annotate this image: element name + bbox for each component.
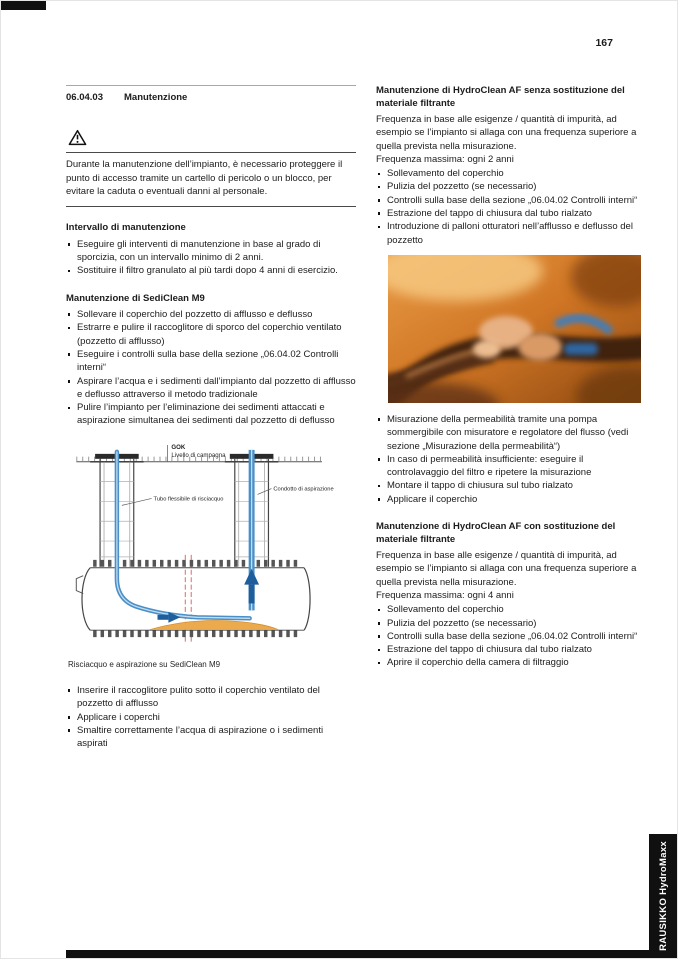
section-header: [66, 85, 356, 104]
diagram-label-ground-level: Livello di campagna: [171, 451, 226, 459]
flow-arrow-up: [244, 569, 259, 604]
heading-hydroclean-con: Manutenzione di HydroClean AF con sostituzione del materiale filtrante: [376, 521, 616, 545]
bullet-list-final: [66, 684, 356, 750]
bullet-item: Montare il tappo di chiusura sul tubo rialzato: [376, 479, 646, 492]
section-code: 06.04.03: [66, 92, 103, 103]
right-column: [376, 85, 646, 751]
left-column: [66, 85, 356, 751]
bullet-item: Controlli sulla base della sezione „06.04.02 Controlli interni“: [376, 630, 646, 643]
bullet-list-hydroclean-senza: [376, 167, 646, 247]
product-brand-label: RAUSIKKO HydroMaxx: [657, 841, 669, 951]
bullet-item: Sostituire il filtro granulato al più tardi dopo 4 anni di esercizio.: [66, 264, 356, 277]
bullet-item: Estrazione del tappo di chiusura dal tubo rialzato: [376, 643, 646, 656]
bullet-item: Inserire il raccoglitore pulito sotto il coperchio ventilato del pozzetto di afflusso: [66, 684, 356, 711]
diagram-label-flushing-hose: Tubo flessibile di risciacquo: [153, 496, 224, 503]
bullet-item: Smaltire correttamente l’acqua di aspirazione o i sedimenti aspirati: [66, 724, 356, 751]
diagram-caption: Risciacquo e aspirazione su SediClean M9: [68, 659, 221, 669]
bullet-item: Eseguire i controlli sulla base della sezione „06.04.02 Controlli interni“: [66, 348, 356, 375]
bullet-item: Controlli sulla base della sezione „06.04.02 Controlli interni“: [376, 194, 646, 207]
bullet-list-after-photo: [376, 413, 646, 506]
page-number: 167: [595, 37, 613, 49]
bullet-list-hydroclean-con: [376, 603, 646, 669]
bullet-item: Pulizia del pozzetto (se necessario): [376, 180, 646, 193]
diagram-label-gok: GOK: [171, 443, 186, 451]
bullet-item: Estrazione del tappo di chiusura dal tubo rialzato: [376, 207, 646, 220]
heading-intervallo: Intervallo di manutenzione: [66, 222, 186, 234]
sediclean-diagram-svg: [68, 440, 356, 650]
print-registration-mark: [1, 1, 46, 10]
maintenance-photo-svg: [388, 255, 641, 403]
bullet-item: Aspirare l’acqua e i sedimenti dall’impianto dal pozzetto di afflusso e deflusso attraverso il metodo tradizionale: [66, 375, 356, 402]
page-content: [66, 85, 646, 751]
heading-hydroclean-senza: Manutenzione di HydroClean AF senza sostituzione del materiale filtrante: [376, 85, 625, 109]
intro-paragraph: Frequenza in base alle esigenze / quantità di impurità, ad esempio se l’impianto si allaga con una frequenza superiore a quella prevista nella misurazione.: [376, 114, 637, 152]
bullet-item: In caso di permeabilità insufficiente: eseguire il controlavaggio del filtro e ripetere la misurazione: [376, 453, 646, 480]
footer-bar: [66, 950, 649, 958]
bullet-item: Introduzione di palloni otturatori nell’afflusso e deflusso del pozzetto: [376, 220, 646, 247]
bullet-item: Sollevamento del coperchio: [376, 603, 646, 616]
warning-block: [66, 129, 356, 207]
bullet-item: Sollevare il coperchio del pozzetto di afflusso e deflusso: [66, 308, 356, 321]
bullet-item: Applicare i coperchi: [66, 711, 356, 724]
warning-text: Durante la manutenzione dell’impianto, è necessario proteggere il punto di accesso tramite un cartello di pericolo o un blocco, per evitare la caduta o eventuali danni al personale.: [66, 152, 356, 207]
frequency-note: Frequenza massima: ogni 2 anni: [376, 153, 514, 165]
section-title: Manutenzione: [124, 92, 188, 103]
maintenance-photo: [388, 255, 646, 403]
bullet-item: Estrarre e pulire il raccoglitore di sporco del coperchio ventilato (pozzetto di afflusso): [66, 321, 356, 348]
bullet-item: Misurazione della permeabilità tramite una pompa sommergibile con misuratore e regolatore del flusso (vedi sezione „Misurazione della permeabilità“): [376, 413, 646, 453]
bullet-item: Pulizia del pozzetto (se necessario): [376, 617, 646, 630]
bullet-item: Sollevamento del coperchio: [376, 167, 646, 180]
sediclean-diagram: [68, 440, 356, 671]
bullet-item: Eseguire gli interventi di manutenzione in base al grado di sporcizia, con un intervallo minimo di 2 anni.: [66, 238, 356, 265]
side-tab-bar: [649, 834, 677, 958]
heading-sediclean: Manutenzione di SediClean M9: [66, 292, 205, 304]
diagram-label-suction-duct: Condotto di aspirazione: [273, 486, 334, 493]
flushing-hose: [117, 452, 250, 618]
intro-paragraph: Frequenza in base alle esigenze / quantità di impurità, ad esempio se l’impianto si allaga con una frequenza superiore a quella prevista nella misurazione.: [376, 550, 637, 588]
frequency-note: Frequenza massima: ogni 4 anni: [376, 589, 514, 601]
bullet-list-sediclean: [66, 308, 356, 428]
bullet-item: Pulire l’impianto per l’eliminazione dei sedimenti attaccati e aspirazione simultanea dei sedimenti dal pozzetto di deflusso: [66, 401, 356, 428]
warning-icon: [68, 129, 87, 146]
bullet-item: Aprire il coperchio della camera di filtraggio: [376, 656, 646, 669]
bullet-list-intervallo: [66, 238, 356, 278]
bullet-item: Applicare il coperchio: [376, 493, 646, 506]
